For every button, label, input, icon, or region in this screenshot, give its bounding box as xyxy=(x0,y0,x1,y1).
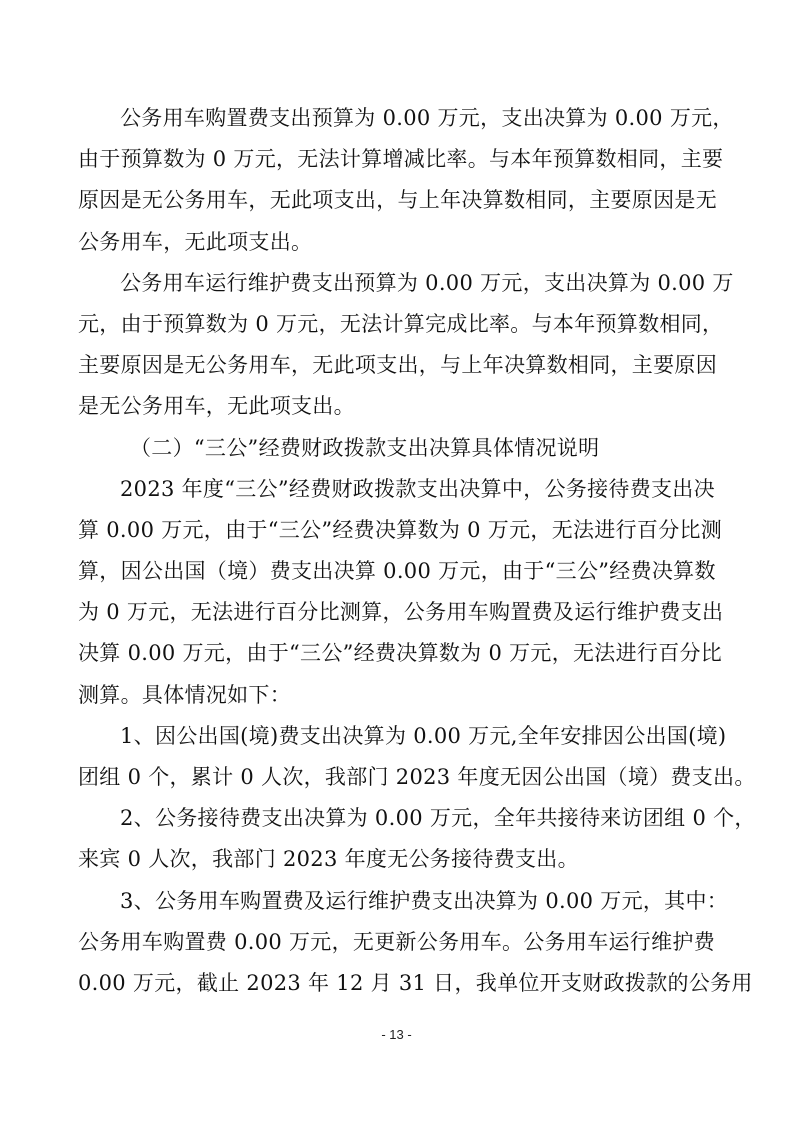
text-line: 1、因公出国(境)费支出决算为 0.00 万元,全年安排因公出国(境) xyxy=(120,723,727,748)
text-line: 0.00 万元，截止 2023 年 12 月 31 日，我单位开支财政拨款的公务用 xyxy=(78,970,753,995)
paragraph-item-1-overseas-travel xyxy=(78,716,756,798)
text-line: 主要原因是无公务用车，无此项支出，与上年决算数相同，主要原因 xyxy=(78,353,717,378)
text-line: 2、公务接待费支出决算为 0.00 万元，全年共接待来访团组 0 个， xyxy=(120,806,756,831)
text-line: 原因是无公务用车，无此项支出，与上年决算数相同，主要原因是无 xyxy=(78,188,717,213)
text-line: 元，由于预算数为 0 万元，无法计算完成比率。与本年预算数相同， xyxy=(78,311,724,336)
document-body xyxy=(78,98,756,1004)
paragraph-item-3-vehicles xyxy=(78,881,753,1005)
text-line: 公务用车购置费支出预算为 0.00 万元，支出决算为 0.00 万元， xyxy=(120,106,734,130)
text-line: 算，因公出国（境）费支出决算 0.00 万元，由于“三公”经费决算数 xyxy=(78,559,716,584)
text-line: 决算 0.00 万元，由于“三公”经费决算数为 0 万元，无法进行百分比 xyxy=(78,641,723,666)
text-line: 公务用车运行维护费支出预算为 0.00 万元，支出决算为 0.00 万 xyxy=(120,270,734,295)
text-line: 由于预算数为 0 万元，无法计算增减比率。与本年预算数相同，主要 xyxy=(78,147,724,172)
page-number: - 13 - xyxy=(381,1027,412,1042)
paragraph-three-public-overview xyxy=(78,469,724,716)
text-line: 公务用车，无此项支出。 xyxy=(78,229,313,254)
paragraph-item-2-reception xyxy=(78,798,756,880)
text-line: 为 0 万元，无法进行百分比测算，公务用车购置费及运行维护费支出 xyxy=(78,600,724,625)
text-line: 是无公务用车，无此项支出。 xyxy=(78,394,355,419)
paragraph-vehicle-maintenance xyxy=(78,263,734,428)
text-line: 公务用车购置费 0.00 万元，无更新公务用车。公务用车运行维护费 xyxy=(78,929,716,954)
text-line: 测算。具体情况如下： xyxy=(78,682,291,707)
text-line: 算 0.00 万元，由于“三公”经费决算数为 0 万元，无法进行百分比测 xyxy=(78,517,723,542)
section-heading-text: （二）“三公”经费财政拨款支出决算具体情况说明 xyxy=(130,435,600,460)
text-line: 来宾 0 人次，我部门 2023 年度无公务接待费支出。 xyxy=(78,847,579,872)
paragraph-vehicle-purchase xyxy=(78,98,734,263)
text-line: 团组 0 个，累计 0 人次，我部门 2023 年度无因公出国（境）费支出。 xyxy=(78,765,756,789)
text-line: 2023 年度“三公”经费财政拨款支出决算中，公务接待费支出决 xyxy=(120,476,715,501)
text-line: 3、公务用车购置费及运行维护费支出决算为 0.00 万元，其中： xyxy=(120,888,729,913)
section-heading xyxy=(78,428,721,469)
